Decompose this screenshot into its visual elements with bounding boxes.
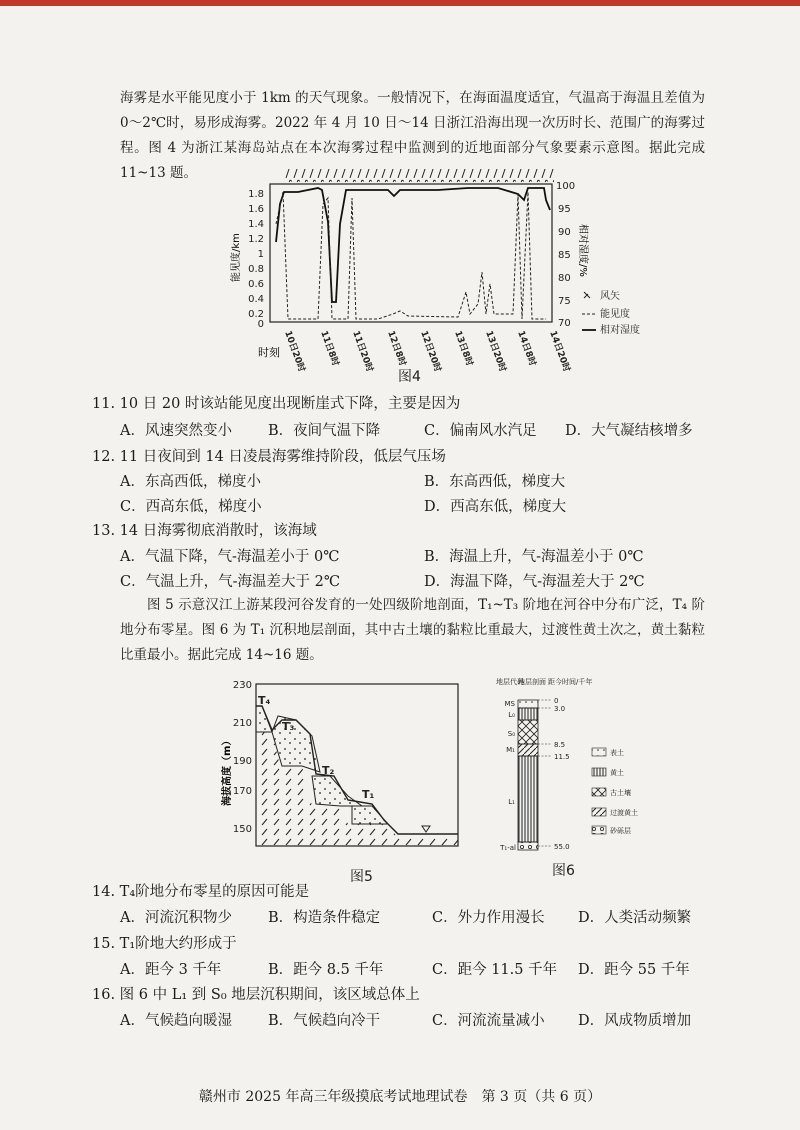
question-number: 16. (92, 987, 116, 1003)
right-tick: 80 (558, 273, 571, 284)
y-axis-label: 海拔高度（m） (222, 735, 233, 806)
q12-option-b: B．东高西低，梯度大 (424, 474, 566, 490)
question-14 (92, 882, 309, 902)
legend-paleosol: 古土壤 (610, 789, 631, 797)
left-axis-ticks (248, 189, 264, 330)
question-15 (92, 934, 237, 954)
legend-visibility: 能见度 (600, 309, 630, 320)
q16-option-c: C．河流流量减小 (432, 1013, 545, 1029)
layer-ms (518, 700, 538, 708)
water-level-icon (422, 826, 430, 832)
right-tick: 95 (558, 204, 571, 215)
x-tick: 14日8时 (515, 329, 538, 368)
q16-option-d: D．风成物质增加 (578, 1013, 692, 1029)
question-number: 13. (92, 523, 116, 539)
left-tick: 1.2 (248, 234, 264, 245)
question-stem: T₁阶地大约形成于 (119, 936, 237, 952)
wind-legend-icon (584, 292, 590, 298)
question-stem: 图 6 中 L₁ 到 S₀ 地层沉积期间，该区域总体上 (119, 987, 420, 1003)
age-labels (554, 697, 570, 851)
x-tick: 11日8时 (318, 329, 341, 368)
legend-swatch-transitional (592, 808, 606, 816)
legend-swatch-gravel (592, 826, 606, 834)
q15-option-b: B．距今 8.5 千年 (268, 962, 384, 978)
layer-t1al (518, 842, 538, 850)
q14-option-a: A．河流沉积物少 (120, 910, 232, 926)
layer-s0 (518, 720, 538, 744)
legend-wind: 风矢 (600, 291, 620, 302)
question-number: 11. (92, 396, 116, 412)
terrace-t1-deposit (352, 806, 388, 824)
legend-swatch-loess (592, 768, 606, 776)
q12-option-d: D．西高东低，梯度大 (424, 499, 567, 515)
visibility-line (276, 192, 546, 319)
question-stem: 14 日海雾彻底消散时，该海域 (119, 523, 317, 539)
q11-option-c: C．偏南风水汽足 (424, 423, 537, 439)
question-stem: 11 日夜间到 14 日凌晨海雾维持阶段，低层气压场 (119, 449, 446, 465)
fig4-legend (582, 289, 640, 336)
header-profile-text: 地层剖面 (518, 678, 546, 686)
x-tick: 13日20时 (483, 329, 508, 374)
intro-paragraph-1: 海雾是水平能见度小于 1km 的天气现象。一般情况下，在海面温度适宜，气温高于海温且差值为 0～2℃时，易形成海雾。2022 年 4 月 10 日～14 日浙江沿海出现一次历时长、范围广的海雾过程。图 4 为浙江某海岛站点在本次海雾过程中监测到的近地面部分气象要素示意图。据此完成 11~13 题。 (120, 90, 705, 181)
right-tick: 90 (558, 227, 571, 238)
left-tick: 0 (257, 319, 264, 330)
code-s0: S₀ (507, 730, 515, 738)
age-8-5: 8.5 (554, 741, 566, 749)
y-tick: 170 (232, 786, 252, 797)
right-tick: 75 (558, 296, 571, 307)
fig6-headers (496, 677, 592, 686)
x-tick: 14日20时 (547, 329, 572, 374)
age-0: 0 (554, 697, 559, 705)
q12-option-a: A．东高西低，梯度小 (120, 474, 261, 490)
figure-6-caption: 图6 (552, 863, 575, 879)
right-tick: 85 (558, 250, 571, 261)
legend-gravel: 砂砾层 (610, 827, 631, 835)
left-tick: 1 (257, 249, 264, 260)
question-11 (92, 394, 460, 414)
question-16 (92, 985, 420, 1005)
legend-topsoil: 表土 (610, 749, 624, 757)
y-axis-ticks (233, 680, 252, 835)
x-axis-title: 时刻 (258, 346, 280, 359)
q14-option-c: C．外力作用漫长 (432, 910, 545, 926)
left-tick: 0.2 (248, 309, 264, 320)
question-13 (92, 521, 317, 541)
y-tick: 210 (232, 718, 252, 729)
page-footer: 赣州市 2025 年高三年级摸底考试地理试卷 第 3 页（共 6 页） (198, 1089, 602, 1105)
layer-codes (499, 700, 516, 852)
question-stem: 10 日 20 时该站能见度出现断崖式下降，主要是因为 (119, 396, 461, 412)
code-l1: L₁ (508, 798, 515, 806)
layer-l1 (518, 756, 538, 842)
q12-option-c: C．西高东低，梯度小 (120, 499, 262, 515)
right-tick: 100 (556, 181, 576, 192)
intro-paragraph-2: 图 5 示意汉江上游某段河谷发育的一处四级阶地剖面，T₁~T₃ 阶地在河谷中分布广泛，T₄ 阶地分布零星。图 6 为 T₁ 沉积地层剖面，其中古土壤的黏粒比重最大，过渡性黄土次之，黄土黏粒比重最小。据此完成 14~16 题。 (120, 597, 705, 663)
age-11-5: 11.5 (554, 753, 570, 761)
top-color-edge (0, 0, 800, 6)
q13-option-d: D．海温下降，气-海温差大于 2℃ (424, 574, 645, 590)
header-profile (518, 677, 546, 686)
layer-m1 (518, 744, 538, 756)
question-number: 15. (92, 936, 116, 952)
code-l0: L₀ (508, 711, 515, 719)
figure-4-caption: 图4 (398, 369, 421, 385)
left-tick: 0.4 (248, 294, 264, 305)
question-12 (92, 447, 446, 467)
question-stem: T₄阶地分布零星的原因可能是 (119, 884, 310, 900)
x-tick: 12日20时 (418, 329, 443, 374)
y-tick: 230 (232, 680, 252, 691)
left-tick: 1.6 (248, 204, 264, 215)
q11-option-d: D．大气凝结核增多 (565, 423, 693, 439)
figure-5-caption: 图5 (350, 869, 373, 885)
q15-option-a: A．距今 3 千年 (120, 962, 222, 978)
code-m1: M₁ (506, 746, 515, 754)
figure-4-chart (228, 164, 640, 374)
x-axis-labels (282, 329, 573, 374)
right-axis-ticks (556, 181, 575, 329)
q15-option-c: C．距今 11.5 千年 (432, 962, 558, 978)
right-tick: 70 (558, 318, 571, 329)
wind-barbs (284, 169, 554, 182)
x-tick: 13日8时 (452, 329, 475, 368)
q16-option-b: B．气候趋向冷干 (268, 1013, 381, 1029)
figure-5-terrace-profile (212, 676, 464, 852)
fig6-legend (592, 748, 638, 835)
left-tick: 0.6 (248, 279, 264, 290)
header-code-text: 地层代码 (496, 678, 524, 686)
label-t3: T₃ (282, 720, 295, 733)
left-tick: 1.4 (248, 219, 264, 230)
x-tick: 12日8时 (385, 329, 408, 368)
q13-option-a: A．气温下降，气-海温差小于 0℃ (120, 549, 340, 565)
age-marks (538, 700, 552, 846)
left-tick: 0.8 (248, 264, 264, 275)
q11-option-b: B．夜间气温下降 (268, 423, 381, 439)
legend-loess: 黄土 (610, 769, 624, 777)
left-axis-label: 能见度/km (231, 233, 242, 282)
left-tick: 1.8 (248, 189, 264, 200)
age-3: 3.0 (554, 705, 566, 713)
plot-frame (270, 184, 552, 322)
y-tick: 190 (232, 756, 252, 767)
age-55: 55.0 (554, 843, 570, 851)
q14-option-d: D．人类活动频繁 (578, 910, 692, 926)
q16-option-a: A．气候趋向暖湿 (120, 1013, 232, 1029)
legend-swatch-paleosol (592, 788, 606, 796)
header-age: 距今时间/千年 (548, 678, 593, 686)
code-ms: MS (504, 700, 515, 708)
label-t1: T₁ (362, 788, 375, 801)
layer-l0 (518, 708, 538, 720)
label-t2: T₂ (322, 764, 335, 777)
y-tick: 150 (232, 824, 252, 835)
legend-swatch-topsoil (592, 748, 606, 756)
q14-option-b: B．构造条件稳定 (268, 910, 381, 926)
legend-humidity: 相对湿度 (600, 325, 640, 336)
q13-option-c: C．气温上升，气-海温差大于 2℃ (120, 574, 341, 590)
x-tick: 11日20时 (350, 329, 375, 374)
code-t1al: T₁-al (500, 844, 516, 852)
question-number: 12. (92, 449, 116, 465)
label-t4: T₄ (258, 694, 271, 707)
legend-transitional: 过渡黄土 (610, 809, 638, 817)
q15-option-d: D．距今 55 千年 (578, 962, 690, 978)
figure-6-stratigraphy (494, 670, 644, 856)
q13-option-b: B．海温上升，气-海温差小于 0℃ (424, 549, 644, 565)
x-tick: 10日20时 (282, 329, 307, 374)
q11-option-a: A．风速突然变小 (120, 423, 232, 439)
right-axis-label: 相对湿度/% (577, 224, 588, 277)
humidity-line (276, 188, 550, 302)
question-number: 14. (92, 884, 116, 900)
